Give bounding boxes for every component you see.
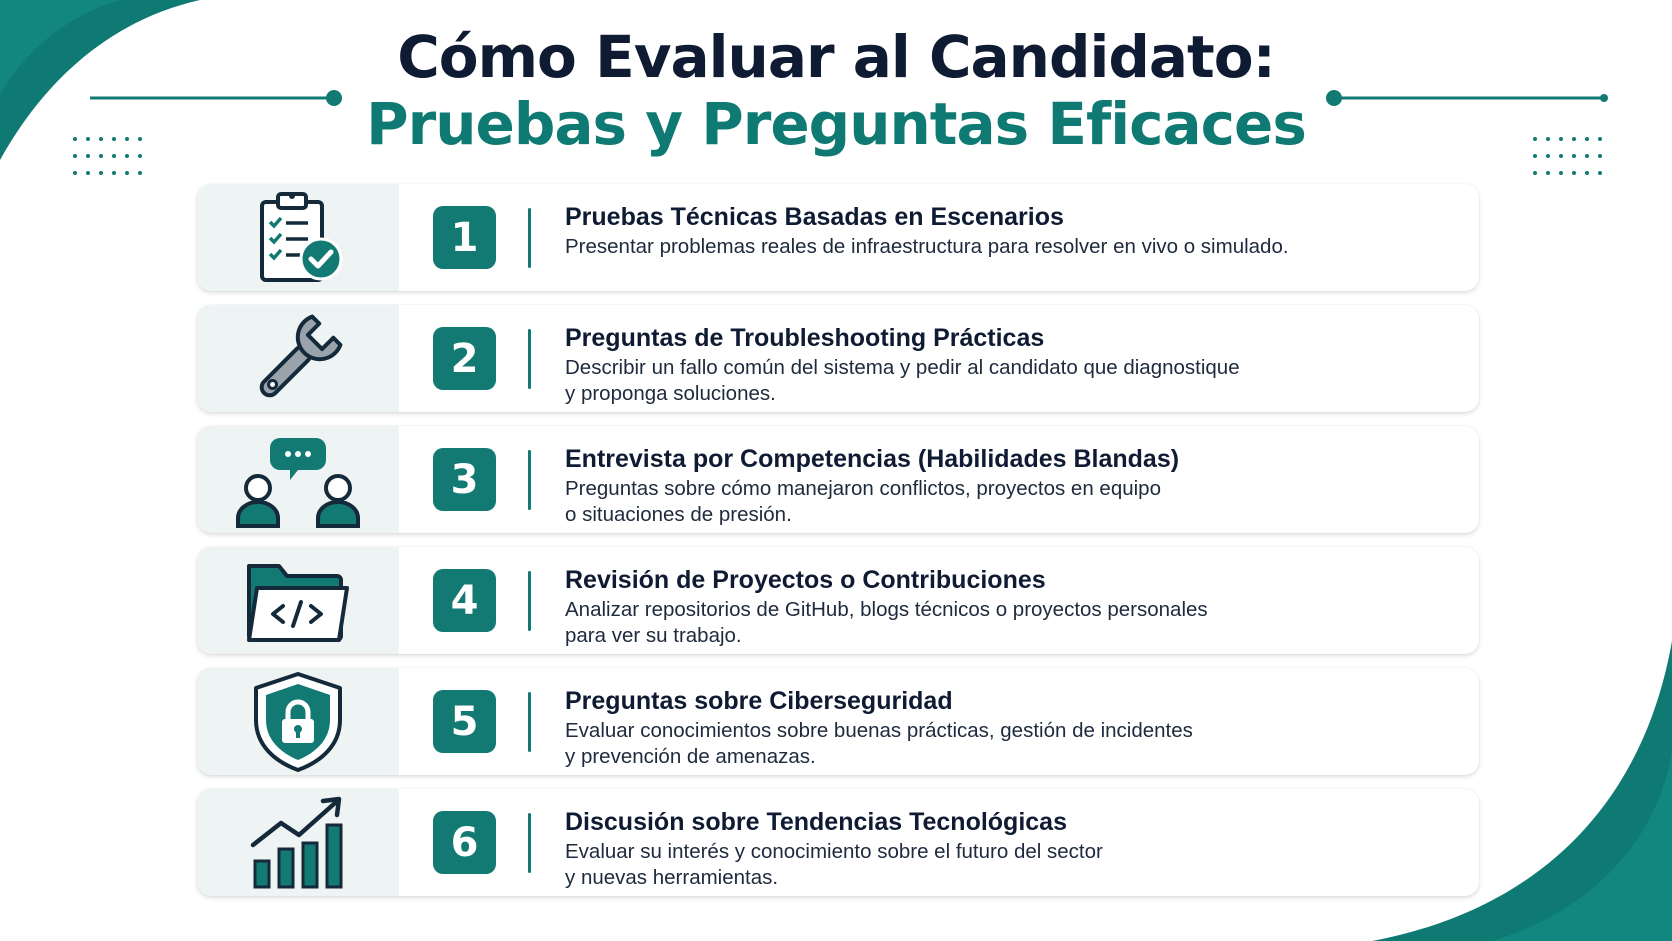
wrench-icon [248, 309, 348, 409]
item-text [565, 686, 1445, 770]
step-number-badge: 2 [433, 327, 496, 390]
list-item [197, 789, 1479, 896]
divider [528, 450, 531, 510]
item-title: Pruebas Técnicas Basadas en Escenarios [565, 203, 1064, 231]
item-description [565, 476, 1445, 528]
item-title: Preguntas de Troubleshooting Prácticas [565, 324, 1045, 352]
decorative-line-right [1324, 88, 1614, 108]
item-description-line: Describir un fallo común del sistema y pedir al candidato que diagnostique [565, 356, 1240, 379]
growth-chart-icon [243, 793, 353, 893]
step-number-badge: 6 [433, 811, 496, 874]
shield-lock-icon [248, 670, 348, 774]
step-number-badge: 3 [433, 448, 496, 511]
item-description-line: Preguntas sobre cómo manejaron conflictos, proyectos en equipo [565, 477, 1161, 500]
step-number-badge: 5 [433, 690, 496, 753]
item-description [565, 234, 1445, 260]
people-conversation-icon [228, 430, 368, 530]
item-description-line: Presentar problemas reales de infraestructura para resolver en vivo o simulado. [565, 235, 1289, 258]
decorative-line-left [88, 88, 348, 108]
decorative-dots-right [1532, 134, 1612, 180]
item-description-line: y nuevas herramientas. [565, 866, 779, 889]
step-number-badge: 4 [433, 569, 496, 632]
evaluation-list [197, 184, 1479, 896]
list-item [197, 426, 1479, 533]
item-description [565, 718, 1445, 770]
item-description [565, 839, 1445, 891]
item-title: Entrevista por Competencias (Habilidades Blandas) [565, 445, 1180, 473]
icon-panel [197, 184, 399, 291]
clipboard-checklist-icon [248, 188, 348, 288]
icon-panel [197, 668, 399, 775]
icon-panel [197, 426, 399, 533]
list-item [197, 547, 1479, 654]
list-item [197, 668, 1479, 775]
icon-panel [197, 547, 399, 654]
list-item [197, 184, 1479, 291]
divider [528, 813, 531, 873]
item-description-line: Evaluar conocimientos sobre buenas prácticas, gestión de incidentes [565, 719, 1193, 742]
item-text [565, 323, 1445, 407]
item-description-line: Evaluar su interés y conocimiento sobre el futuro del sector [565, 840, 1103, 863]
item-title: Discusión sobre Tendencias Tecnológicas [565, 808, 1067, 836]
step-number-badge: 1 [433, 206, 496, 269]
icon-panel [197, 789, 399, 896]
item-text [565, 444, 1445, 528]
icon-panel [197, 305, 399, 412]
item-description-line: y proponga soluciones. [565, 382, 776, 405]
divider [528, 208, 531, 268]
item-text [565, 565, 1445, 649]
item-title: Revisión de Proyectos o Contribuciones [565, 566, 1046, 594]
code-folder-icon [243, 556, 353, 646]
item-title: Preguntas sobre Ciberseguridad [565, 687, 953, 715]
item-text [565, 807, 1445, 891]
list-item [197, 305, 1479, 412]
item-description-line: Analizar repositorios de GitHub, blogs técnicos o proyectos personales [565, 598, 1208, 621]
page-subtitle: Pruebas y Preguntas Eficaces [366, 90, 1306, 158]
divider [528, 571, 531, 631]
item-description-line: y prevención de amenazas. [565, 745, 816, 768]
item-description-line: o situaciones de presión. [565, 503, 792, 526]
item-description [565, 355, 1445, 407]
divider [528, 329, 531, 389]
item-text [565, 202, 1445, 260]
item-description [565, 597, 1445, 649]
item-description-line: para ver su trabajo. [565, 624, 742, 647]
decorative-dots-left [72, 134, 152, 180]
divider [528, 692, 531, 752]
page-title: Cómo Evaluar al Candidato: [397, 23, 1275, 91]
